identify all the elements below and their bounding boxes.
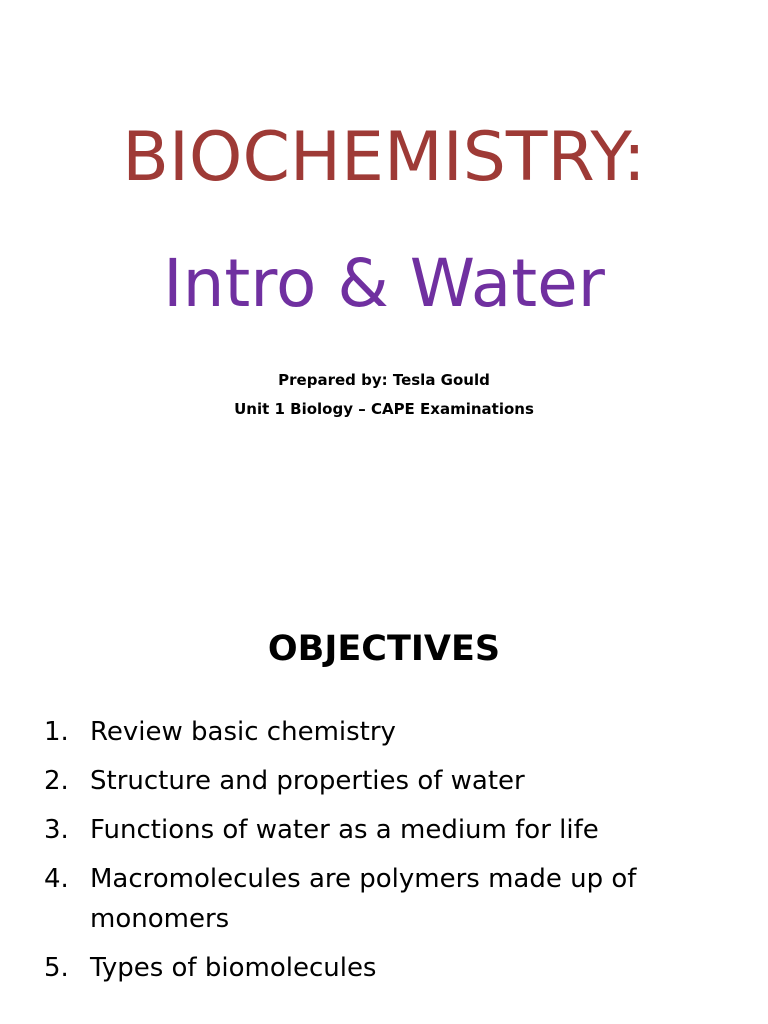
list-item-number: 3. xyxy=(44,815,69,845)
list-item-text: Structure and properties of water xyxy=(90,766,525,796)
objectives-slide xyxy=(0,512,768,1024)
list-item xyxy=(44,712,734,752)
list-item xyxy=(44,761,734,801)
list-item xyxy=(44,859,734,939)
list-item-number: 1. xyxy=(44,717,69,747)
list-item-number: 4. xyxy=(44,864,69,894)
objectives-list xyxy=(44,712,734,997)
slide-title: BIOCHEMISTRY: xyxy=(122,118,646,197)
credits-block xyxy=(0,366,768,424)
slide-subtitle: Intro & Water xyxy=(163,245,605,322)
list-item xyxy=(44,948,734,988)
list-item-number: 5. xyxy=(44,953,69,983)
list-item-text: Types of biomolecules xyxy=(90,953,377,983)
list-item-number: 2. xyxy=(44,766,69,796)
list-item xyxy=(44,810,734,850)
list-item-text: Functions of water as a medium for life xyxy=(90,815,599,845)
list-item-text: Macromolecules are polymers made up of monomers xyxy=(90,864,637,934)
course-text: Unit 1 Biology – CAPE Examinations xyxy=(234,400,534,418)
objectives-heading: OBJECTIVES xyxy=(267,629,501,669)
list-item-text: Review basic chemistry xyxy=(90,717,396,747)
prepared-by-text: Prepared by: Tesla Gould xyxy=(278,371,490,389)
